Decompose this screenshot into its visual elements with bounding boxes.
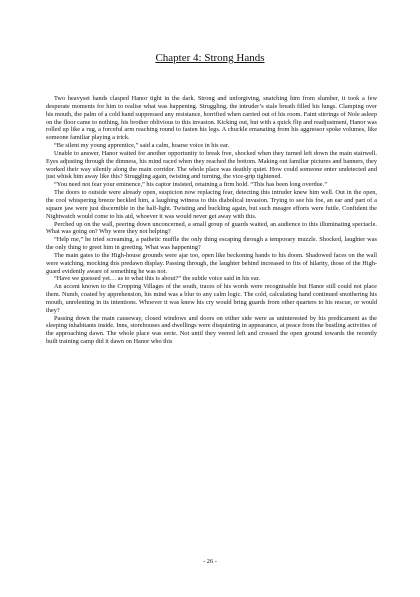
- paragraph: An accent known to the Cropping Villages of the south, traces of his words were recognisable but Hanor still could not place them. Numb, coated by apprehension, his mind was a blur to any calm logic. The cold, calculating hand continued smothering his mouth, unrelenting in its intentions. Whoever it was knew his cry would bring guards from other quarters to his rescue, or would they?: [46, 283, 377, 314]
- paragraph: “Help me,” he tried screaming, a pathetic muffle the only thing escaping through a temporary muzzle. Shocked, laughter was the only thing to greet him in greeting. What was happening?: [46, 236, 377, 252]
- paragraph: “Be silent my young apprentice,” said a calm, hoarse voice in his ear.: [54, 142, 230, 150]
- paragraph: “You need not fear your eminence,” his captor insisted, retaining a firm hold. “This has been long overdue.”: [54, 181, 327, 189]
- paragraph: Perched up on the wall, peering down unconcerned, a small group of guards waited, an audience to this illuminating spectacle. What was going on? Why were they not helping?: [46, 220, 377, 236]
- paragraph: “Have we guessed yet… as to what this is about?” the subtle voice said in his ear.: [54, 275, 260, 283]
- paragraph: Unable to answer, Hanor waited for another opportunity to break free, shocked when they turned left down the main stairwell. Eyes adjusting through the dimness, his mind raced when they reached the bottom. Making out familiar pictures and banners, they worked their way silently along the main corridor. The whole place was deathly quiet. How could someone enter undetected and just whisk him away like this? Struggling again, twisting and turning, the vice-grip tightened.: [46, 149, 377, 181]
- paragraph: Passing down the main causeway, closed windows and doors on either side were as uninterested by his predicament as the sleeping inhabitants inside. Inns, storehouses and dwellings were disquieting in appearance, at peace from the bustling activities of the approaching dawn. The whole place was eerie. Not until they veered left and crossed the open ground towards the recently built training camp did it dawn on Hanor who this: [46, 314, 377, 346]
- paragraph: Two heavyset hands clasped Hanor tight in the dark. Strong and unforgiving, snatching him from slumber, it took a few desperate moments for him to realise what was happening. Struggling, the intruder’s stale breath filled his lungs. Clamping over his mouth, the palm of a cold hand suppressed any resistance, horrified when carried out of his room. Faint stirrings of Nole asleep on the floor came to nothing, his brother oblivious to this invasion. Kicking out, but with a quick flip and readjustment, Hanor was rolled up like a rug, a forceful arm reaching round to fasten his legs. A chuckle emanating from his aggressor spoke volumes, like someone familiar playing a trick.: [46, 95, 377, 142]
- chapter-body: [46, 95, 377, 550]
- chapter-title: Chapter 4: Strong Hands: [155, 52, 265, 64]
- page-number: - 26 -: [203, 558, 217, 565]
- paragraph: The main gates to the High-house grounds were ajar too, open like beckoning hands to his doom. Shadowed faces on the wall were watching, mocking this predawn display. Passing through, the laughter behind increased to fits of hilarity, those of the High-guard evidently aware of something he was not.: [46, 251, 377, 275]
- paragraph: The doors to outside were already open, suspicion now replacing fear, detecting this intruder knew him well. Out in the open, the cool whispering breeze heckled him, a laughing witness to this diabolical invasion. Trying to see his foe, an ear and part of a square jaw were just discernible in the half-light. Twisting and buckling again, but such meagre efforts were futile. Confident the Nightwatch would come to his aid, whoever it was would never get away with this.: [46, 189, 377, 220]
